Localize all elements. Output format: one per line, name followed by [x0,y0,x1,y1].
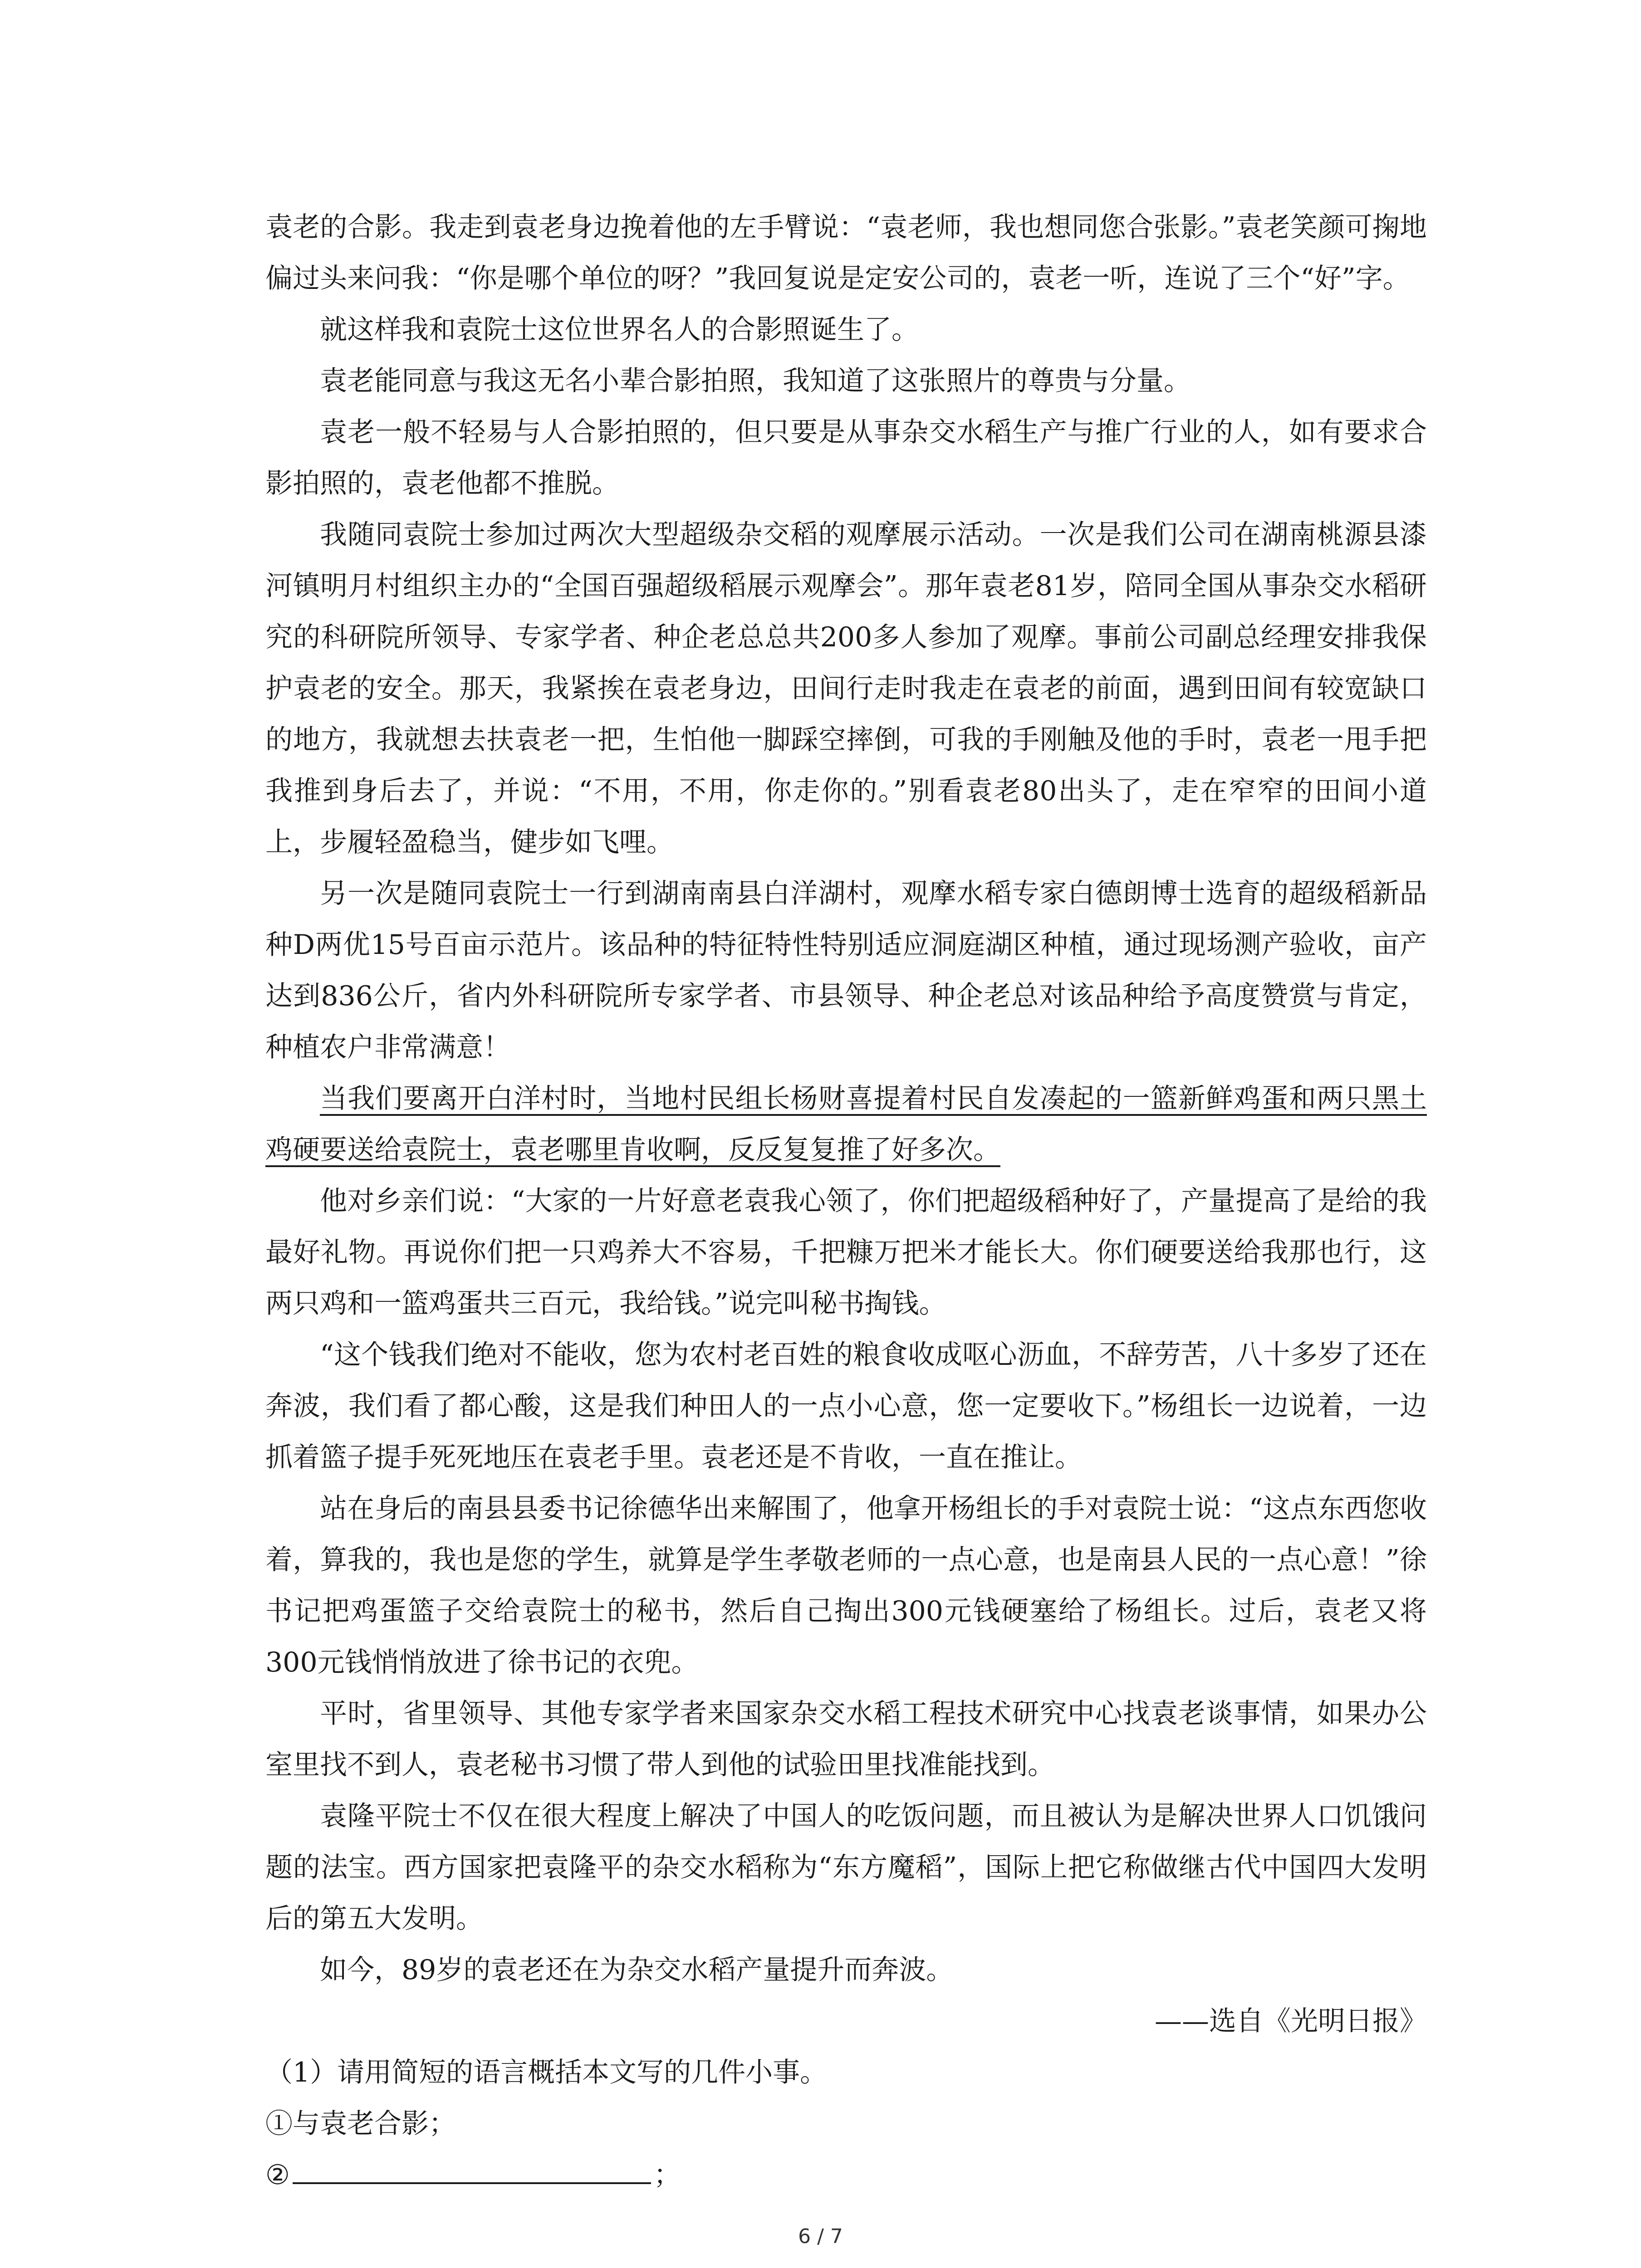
paragraph: 就这样我和袁院士这位世界名人的合影照诞生了。 [320,314,919,346]
underlined-text: 当我们要离开白洋村时，当地村民组长杨财喜提着村民自发凑起的一篮新鲜鸡蛋和两只黑土鸡硬要送给袁院士，袁老哪里肯收啊，反反复复推了好多次。 [265,1083,1427,1166]
paragraph: 袁老的合影。我走到袁老身边挽着他的左手臂说：“袁老师，我也想同您合张影。”袁老笑颜可掬地偏过头来问我：“你是哪个单位的呀？”我回复说是定安公司的，袁老一听，连说了三个“好”字。 [265,211,1427,294]
answer-item-2 [265,2150,1427,2201]
underlined-paragraph [265,1073,1427,1176]
answer-item-2-end: ； [653,2159,681,2191]
article-source: ——选自《光明日报》 [1155,2005,1427,2037]
paragraph: 他对乡亲们说：“大家的一片好意老袁我心领了，你们把超级稻种好了，产量提高了是给的我最好礼物。再说你们把一只鸡养大不容易，千把糠万把米才能长大。你们硬要送给我那也行，这两只鸡和一篮鸡蛋共三百元，我给钱。”说完叫秘书掏钱。 [265,1185,1427,1320]
article-body [265,202,1427,2201]
answer-item-2-marker: ② [265,2159,290,2191]
paragraph: 站在身后的南县县委书记徐德华出来解围了，他拿开杨组长的手对袁院士说：“这点东西您收着，算我的，我也是您的学生，就算是学生孝敬老师的一点心意，也是南县人民的一点心意！”徐书记把鸡蛋篮子交给袁院士的秘书，然后自己掏出300元钱硬塞给了杨组长。过后，袁老又将300元钱悄悄放进了徐书记的衣兜。 [265,1493,1427,1678]
paragraph: 另一次是随同袁院士一行到湖南南县白洋湖村，观摩水稻专家白德朗博士选育的超级稻新品种D两优15号百亩示范片。该品种的特征特性特别适应洞庭湖区种植，通过现场测产验收，亩产达到836公斤，省内外科研院所专家学者、市县领导、种企老总对该品种给予高度赞赏与肯定，种植农户非常满意！ [265,878,1427,1063]
question-prompt: （1）请用简短的语言概括本文写的几件小事。 [265,2057,828,2088]
paragraph: 袁隆平院士不仅在很大程度上解决了中国人的吃饭问题，而且被认为是解决世界人口饥饿问题的法宝。西方国家把袁隆平的杂交水稻称为“东方魔稻”，国际上把它称做继古代中国四大发明后的第五大发明。 [265,1800,1427,1935]
paragraph: 袁老能同意与我这无名小辈合影拍照，我知道了这张照片的尊贵与分量。 [320,365,1191,397]
paragraph: “这个钱我们绝对不能收，您为农村老百姓的粮食收成呕心沥血，不辞劳苦，八十多岁了还在奔波，我们看了都心酸，这是我们种田人的一点小心意，您一定要收下。”杨组长一边说着，一边抓着篮子提手死死地压在袁老手里。袁老还是不肯收，一直在推让。 [265,1339,1427,1473]
paragraph: 我随同袁院士参加过两次大型超级杂交稻的观摩展示活动。一次是我们公司在湖南桃源县漆河镇明月村组织主办的“全国百强超级稻展示观摩会”。那年袁老81岁，陪同全国从事杂交水稻研究的科研院所领导、专家学者、种企老总总共200多人参加了观摩。事前公司副总经理安排我保护袁老的安全。那天，我紧挨在袁老身边，田间行走时我走在袁老的前面，遇到田间有较宽缺口的地方，我就想去扶袁老一把，生怕他一脚踩空摔倒，可我的手刚触及他的手时，袁老一甩手把我推到身后去了，并说：“不用，不用，你走你的。”别看袁老80出头了，走在窄窄的田间小道上，步履轻盈稳当，健步如飞哩。 [265,519,1427,858]
paragraph: 袁老一般不轻易与人合影拍照的，但只要是从事杂交水稻生产与推广行业的人，如有要求合影拍照的，袁老他都不推脱。 [265,416,1427,499]
page-number: 6 / 7 [798,2225,843,2248]
paragraph: 如今，89岁的袁老还在为杂交水稻产量提升而奔波。 [320,1954,954,1986]
answer-blank[interactable] [293,2155,651,2184]
answer-item-1: ①与袁老合影； [265,2108,456,2140]
paragraph: 平时，省里领导、其他专家学者来国家杂交水稻工程技术研究中心找袁老谈事情，如果办公室里找不到人，袁老秘书习惯了带人到他的试验田里找准能找到。 [265,1698,1427,1781]
